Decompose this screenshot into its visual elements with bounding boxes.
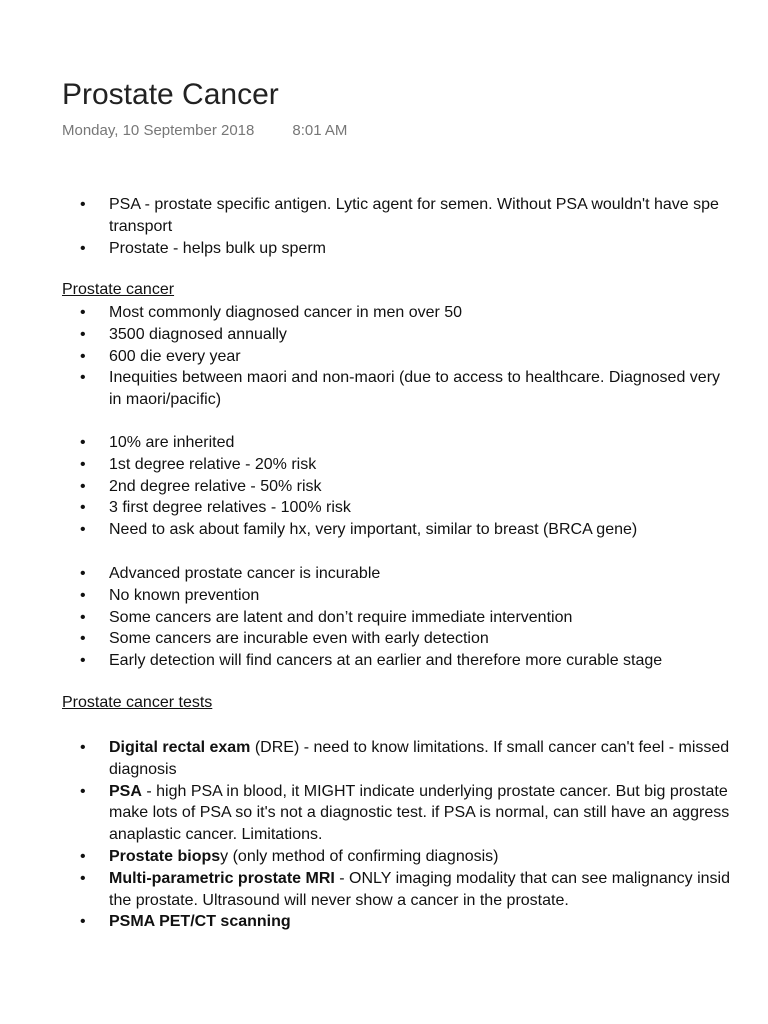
bullet-icon: • (80, 739, 86, 756)
section-heading-tests: Prostate cancer tests (62, 694, 213, 711)
bullet-icon: • (80, 608, 86, 626)
note-date: Monday, 10 September 2018 (62, 122, 255, 139)
bullet-icon: • (80, 499, 86, 517)
bullet-list-inheritance (0, 432, 768, 541)
bullet-icon: • (80, 630, 86, 648)
list-item: • Advanced prostate cancer is incurable (0, 563, 768, 585)
bullet-icon: • (80, 304, 86, 321)
list-item: • Need to ask about family hx, very important, similar to breast (BRCA gene) (0, 519, 768, 541)
list-item: • Multi-parametric prostate MRI - ONLY imaging modality that can see malignancy insid the prostate. Ultrasound will never show a cancer in the prostate. (80, 869, 730, 909)
list-item: • 600 die every year (0, 346, 768, 368)
bullet-list-tests (0, 737, 768, 933)
section-heading-prostate-cancer: Prostate cancer (62, 281, 175, 298)
bullet-icon: • (80, 196, 86, 213)
list-item: • Early detection will find cancers at an earlier and therefore more curable stage (0, 650, 768, 672)
list-item: • 10% are inherited (0, 432, 768, 454)
bullet-icon: • (80, 652, 86, 670)
bullet-icon: • (80, 369, 86, 387)
note-timestamp (62, 122, 347, 139)
note-time: 8:01 AM (292, 122, 348, 139)
list-item: • 1st degree relative - 20% risk (0, 454, 768, 476)
bullet-icon: • (80, 913, 86, 931)
list-item: • Digital rectal exam (DRE) - need to know limitations. If small cancer can't feel - missed diagnosis (80, 739, 730, 778)
bullet-icon: • (80, 455, 86, 473)
bullet-list-prostate-cancer (0, 302, 768, 411)
bullet-icon: • (80, 586, 86, 604)
list-item: • Prostate biopsy (only method of confirming diagnosis) (0, 846, 768, 868)
bullet-icon: • (80, 565, 86, 582)
bullet-icon: • (80, 239, 86, 257)
list-item: • Inequities between maori and non-maori (due to access to healthcare. Diagnosed very in maori/pacific) (80, 369, 721, 409)
bullet-icon: • (80, 325, 86, 343)
bullet-icon: • (80, 347, 86, 365)
list-item: • Some cancers are incurable even with early detection (0, 628, 768, 650)
bullet-list-prevention (0, 563, 768, 672)
list-item: • PSA - high PSA in blood, it MIGHT indicate underlying prostate cancer. But big prostate make lots of PSA so it's not a diagnostic test. if PSA is normal, can still have an aggress anaplastic cancer. Limitations. (80, 782, 730, 844)
page-title: Prostate Cancer (62, 78, 279, 111)
bullet-icon: • (80, 521, 86, 539)
list-item: • Most commonly diagnosed cancer in men over 50 (0, 302, 768, 324)
list-item: • No known prevention (0, 585, 768, 607)
bullet-icon: • (80, 782, 86, 800)
bullet-icon: • (80, 477, 86, 495)
list-item: • Prostate - helps bulk up sperm (0, 238, 768, 260)
list-item: • PSA - prostate specific antigen. Lytic agent for semen. Without PSA wouldn't have spe transport (80, 196, 719, 235)
list-item: • 3500 diagnosed annually (0, 324, 768, 346)
bullet-icon: • (80, 434, 86, 451)
list-item: • Some cancers are latent and don’t require immediate intervention (0, 607, 768, 629)
list-item: • 2nd degree relative - 50% risk (0, 476, 768, 498)
bullet-icon: • (80, 847, 86, 865)
bullet-list-intro (0, 194, 768, 259)
list-item: • 3 first degree relatives - 100% risk (0, 497, 768, 519)
bullet-icon: • (80, 869, 86, 887)
list-item: • PSMA PET/CT scanning (0, 911, 768, 933)
